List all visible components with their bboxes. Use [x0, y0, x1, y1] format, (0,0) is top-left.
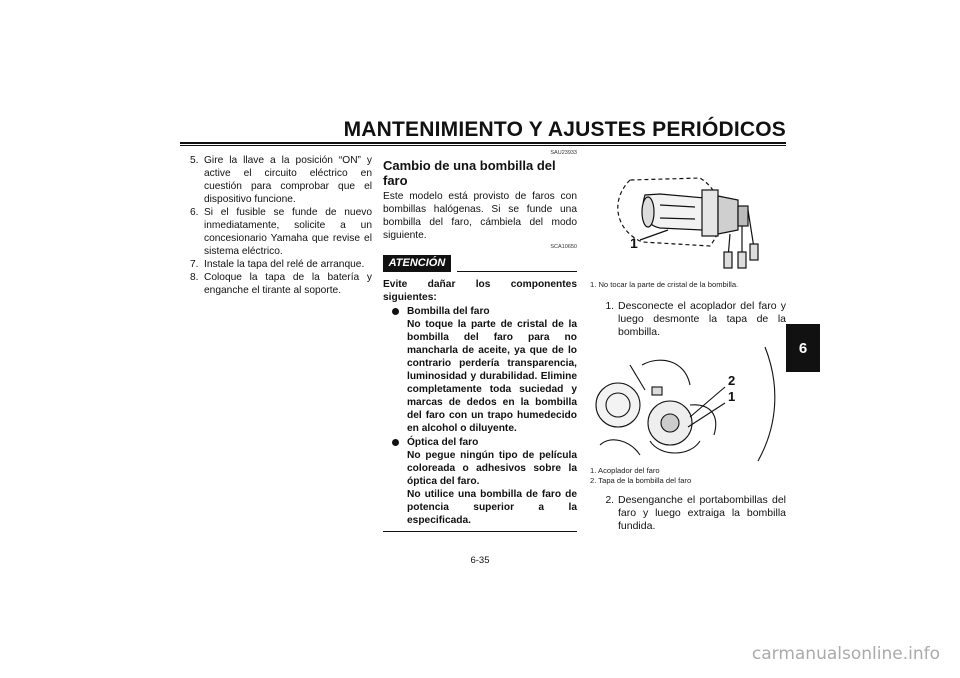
- bullet-title: Óptica del faro: [407, 437, 479, 448]
- steps-list: [590, 494, 786, 533]
- attention-badge: ATENCIÓN: [383, 255, 451, 272]
- halogen-bulb-illustration: [590, 150, 786, 275]
- header-rule: [180, 142, 786, 144]
- step-number: 7.: [190, 259, 199, 270]
- attention-header: [383, 254, 577, 274]
- caution-code: SCA10650: [550, 244, 577, 250]
- list-item: [190, 271, 372, 297]
- caution-end-rule: [383, 531, 577, 532]
- list-item: [190, 154, 372, 206]
- figure-label: 1: [728, 389, 736, 404]
- section-code: SAU23933: [550, 150, 577, 156]
- list-item: [190, 206, 372, 258]
- bullet-body: No toque la parte de cristal de la bombilla del faro para no mancharla de aceite, ya que de lo contrario perdería transparencia, luminosidad y durabilidad. Elimine completamente toda suciedad y marcas de dedos en la bombilla del faro con un trapo humedecido en alcohol o diluyente.: [407, 319, 577, 434]
- bullet-icon: [383, 305, 407, 435]
- list-item: [590, 494, 786, 533]
- list-item: [383, 436, 577, 527]
- header-rule-thin: [180, 145, 786, 146]
- bulb-figure: [590, 150, 786, 275]
- right-column: [590, 150, 786, 533]
- chapter-tab: 6: [786, 324, 820, 372]
- attention-rule: [457, 271, 577, 272]
- step-number: 5.: [190, 155, 199, 166]
- figure-caption: 1. No tocar la parte de cristal de la bombilla.: [590, 280, 739, 289]
- headlight-figure: [590, 345, 786, 463]
- caution-lead: Evite dañar los componentes siguientes:: [383, 279, 577, 303]
- caution-block: [383, 278, 577, 527]
- step-text: Desconecte el acoplador del faro y luego desmonte la tapa de la bombilla.: [618, 300, 786, 338]
- bullet-body: No pegue ningún tipo de película coloreada o adhesivos sobre la óptica del faro.: [407, 450, 577, 487]
- list-item: [190, 258, 372, 271]
- headlight-connector-illustration: [590, 345, 786, 463]
- step-number: 2.: [605, 495, 614, 506]
- figure-caption: 2. Tapa de la bombilla del faro: [590, 476, 692, 485]
- step-number: 8.: [190, 272, 199, 283]
- section-intro: Este modelo está provisto de faros con bombillas halógenas. Si se funde una bombilla del faro, cámbiela del modo siguiente.: [383, 191, 577, 241]
- bullet-title: Bombilla del faro: [407, 306, 490, 317]
- steps-list: [590, 300, 786, 339]
- step-text: Gire la llave a la posición “ON” y active el circuito eléctrico en cuestión para comprobar que el dispositivo funcione.: [204, 155, 372, 205]
- list-item: [590, 300, 786, 339]
- list-item: [383, 305, 577, 435]
- step-text: Si el fusible se funde de nuevo inmediatamente, solicite a un concesionario Yamaha que revise el sistema eléctrico.: [204, 207, 372, 257]
- step-number: 1.: [605, 301, 614, 312]
- figure-caption: 1. Acoplador del faro: [590, 466, 660, 475]
- figure-label: 2: [728, 373, 736, 388]
- middle-column: [383, 150, 577, 532]
- steps-list: [190, 154, 372, 297]
- step-number: 6.: [190, 207, 199, 218]
- watermark: carmanualsonline.info: [751, 644, 940, 664]
- bullet-icon: [383, 436, 407, 527]
- section-title: Cambio de una bombilla del faro: [383, 158, 556, 188]
- bullet-body: No utilice una bombilla de faro de potencia superior a la especificada.: [407, 489, 577, 526]
- step-text: Coloque la tapa de la batería y enganche el tirante al soporte.: [204, 272, 372, 296]
- step-text: Instale la tapa del relé de arranque.: [204, 259, 365, 270]
- left-column: [190, 154, 372, 297]
- figure-label: 1: [630, 235, 638, 251]
- step-text: Desenganche el portabombillas del faro y luego extraiga la bombilla fundida.: [618, 494, 786, 532]
- page-number: 6-35: [470, 555, 490, 566]
- page-title: MANTENIMIENTO Y AJUSTES PERIÓDICOS: [343, 118, 786, 141]
